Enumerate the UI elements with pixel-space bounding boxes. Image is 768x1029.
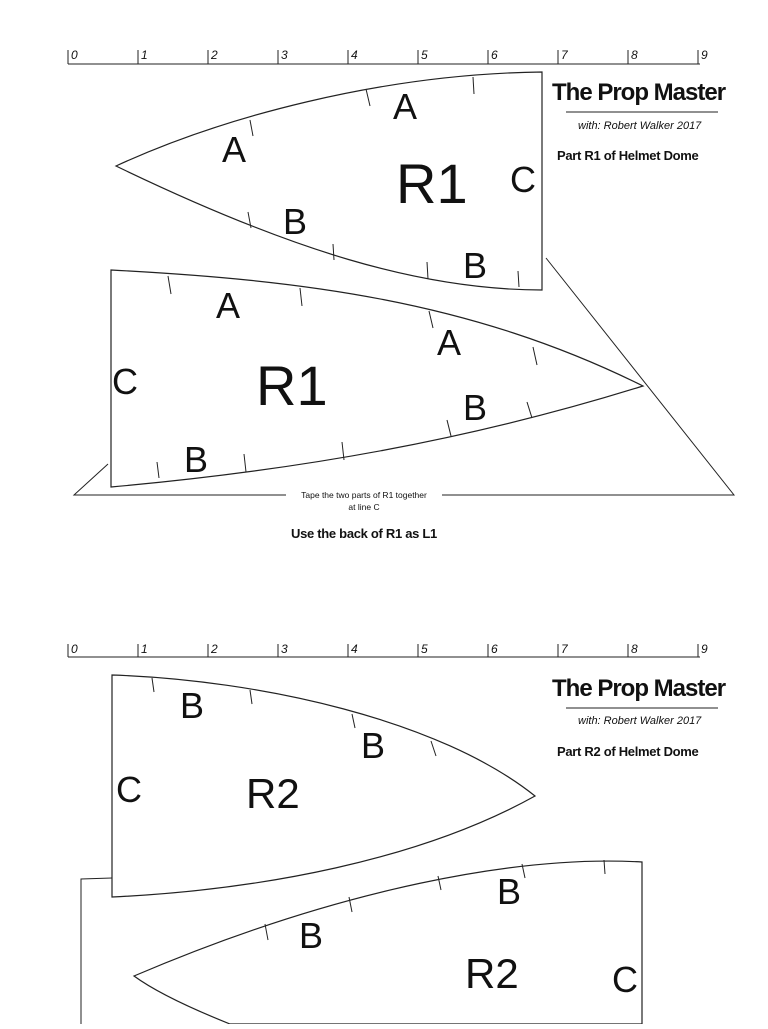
edge-label-a: A [216,285,241,326]
part-name: Part R1 of Helmet Dome [557,148,699,163]
ruler-label-8: 8 [631,642,638,656]
tape-note-line2: at line C [348,502,380,512]
ruler-label-3: 3 [281,642,288,656]
edge-label-b: B [361,725,386,766]
ruler-label-5: 5 [421,48,428,62]
title-block-r2 [552,675,726,759]
ruler-label-7: 7 [561,48,568,62]
edge-label-a: A [437,322,462,363]
ruler-bottom [68,642,708,657]
ruler-label-3: 3 [281,48,288,62]
author-credit: with: Robert Walker 2017 [578,120,702,132]
brand-title: The Prop Master [552,79,726,106]
tape-note-line1: Tape the two parts of R1 together [301,490,427,500]
edge-label-b: B [299,915,324,956]
piece-label: R2 [465,950,519,997]
edge-label-a: A [393,86,418,127]
part-name: Part R2 of Helmet Dome [557,744,699,759]
ruler-label-4: 4 [351,642,358,656]
tape-instructions [286,489,442,541]
piece-label: R1 [396,152,468,215]
ruler-label-2: 2 [211,48,218,62]
pattern-piece-r1-lower [111,270,643,487]
back-note: Use the back of R1 as L1 [291,526,437,541]
ruler-label-7: 7 [561,642,568,656]
edge-label-b: B [463,245,488,286]
edge-label-c: C [612,959,638,1000]
ruler-label-9: 9 [701,48,708,62]
ruler-label-2: 2 [211,642,218,656]
edge-label-b: B [184,439,209,480]
ruler-label-8: 8 [631,48,638,62]
ruler-label-0: 0 [71,48,78,62]
assembly-guide-lines-r2 [81,878,112,1024]
brand-title: The Prop Master [552,675,726,702]
ruler-label-6: 6 [491,642,498,656]
ruler-label-4: 4 [351,48,358,62]
ruler-label-5: 5 [421,642,428,656]
title-block-r1 [552,79,726,163]
edge-label-b: B [283,201,308,242]
piece-label: R1 [256,354,328,417]
pattern-piece-r1-upper [116,72,542,290]
edge-label-c: C [510,159,536,200]
edge-label-b: B [180,685,205,726]
edge-label-c: C [116,769,142,810]
ruler-label-6: 6 [491,48,498,62]
author-credit: with: Robert Walker 2017 [578,715,702,727]
ruler-label-1: 1 [141,642,148,656]
piece-label: R2 [246,770,300,817]
edge-label-c: C [112,361,138,402]
ruler-label-1: 1 [141,48,148,62]
ruler-label-0: 0 [71,642,78,656]
edge-label-b: B [463,387,488,428]
edge-label-a: A [222,129,247,170]
pattern-piece-r2-upper [112,675,535,897]
ruler-top [68,48,708,64]
ruler-label-9: 9 [701,642,708,656]
edge-label-b: B [497,871,522,912]
